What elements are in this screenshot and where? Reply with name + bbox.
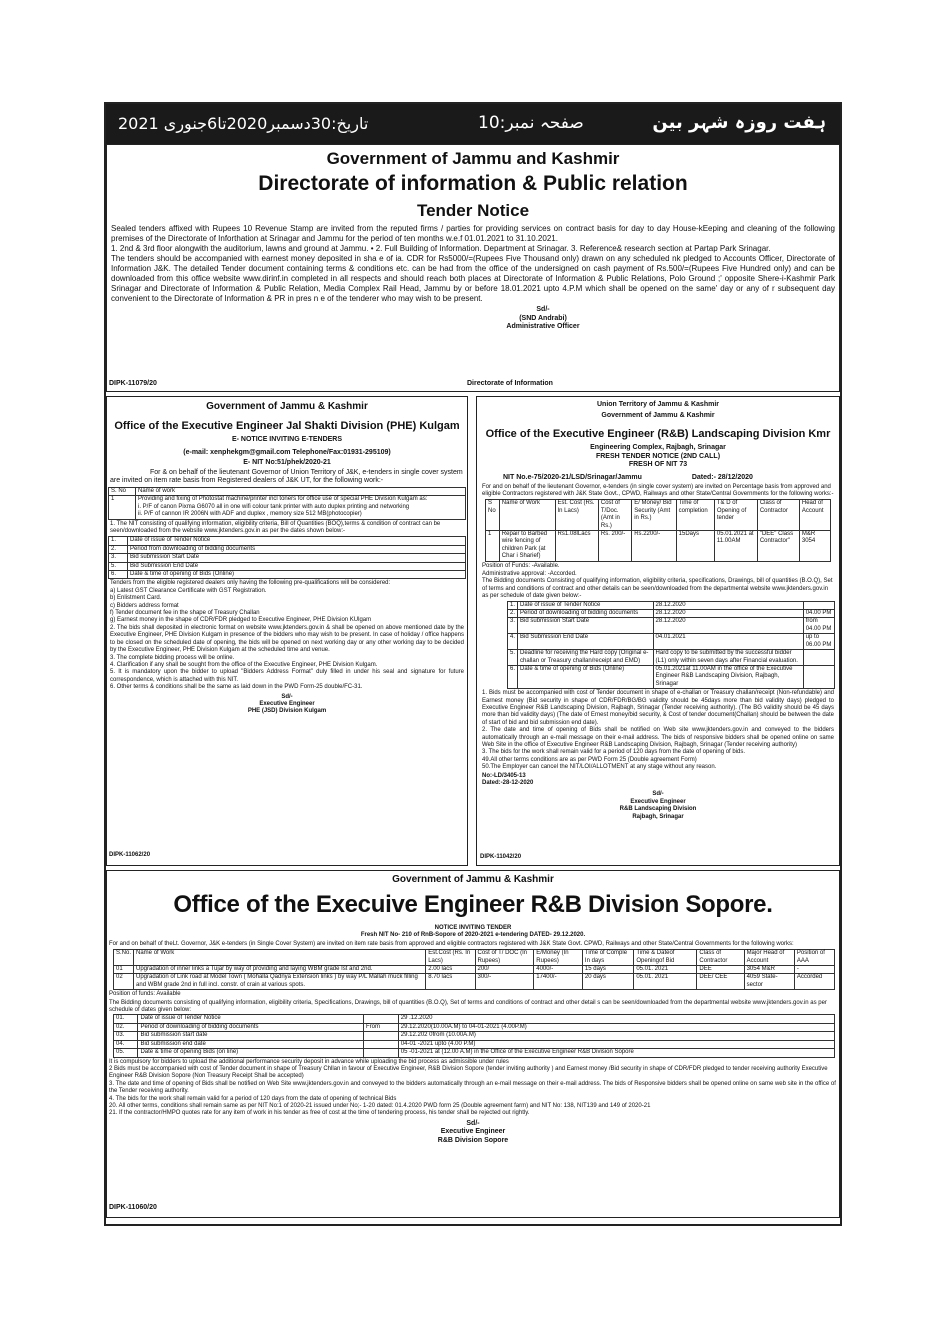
table-cell: T& D of Opening of tender: [714, 500, 757, 531]
table-cell: 3054 M&R: [744, 966, 794, 974]
table-cell: Date of issue of Tender Notice: [518, 601, 654, 609]
table-cell: 15Days: [676, 531, 714, 562]
notice-intro: For and on behalf of the lieutenant Governor, e-tenders (in single cover system) are invited on Percentage basis from approved and eligible Contractors registered with J&K State Govt., CPWD, Railways and other State/Central Governments for the following works:-: [482, 483, 834, 497]
table-row: [114, 1049, 835, 1057]
bidding-documents: The Bidding documents consisting of qualifying information, eligibility criteria, Specifications, Drawings, bill of quantities (B.O.Q), Set of terms and conditions of contract and other detail s can be seen/downloaded from the departmental website www.jktenders.gov.in as per schedule of dates given below:: [109, 999, 827, 1014]
table-cell: S.No.: [114, 950, 134, 966]
table-cell: 04.: [114, 1040, 138, 1048]
table-cell: Head of Account: [799, 500, 830, 531]
table-cell: Date & time of opening of Bids (Online): [128, 571, 466, 579]
signatory-name: (SND Andrabi): [519, 314, 567, 322]
table-cell: DEE/ CEE: [697, 974, 744, 990]
table-cell: 20 days: [582, 974, 633, 990]
table-cell: [363, 1049, 398, 1057]
table-cell: Cost of T/Doc. (Amt in Rs.): [598, 500, 631, 531]
table-row: [109, 537, 466, 545]
table-cell: Bid Submission End Date: [518, 634, 654, 650]
table-cell: 28.12.2020: [653, 610, 803, 618]
table-row: [508, 665, 835, 688]
notice-rnb-sopore: [106, 870, 840, 1218]
table-cell: S No: [486, 500, 500, 531]
table-cell: 05.01. 2021: [634, 966, 697, 974]
table-row: [114, 966, 835, 974]
table-cell: Bid submission Start Date: [128, 554, 466, 562]
table-cell: 05.01.2021 at 11.00AM: [714, 531, 757, 562]
notice-nit-line: [477, 474, 839, 483]
table-cell: 200/: [475, 966, 534, 974]
notice-body: [107, 579, 467, 692]
notice-body: [107, 1058, 839, 1119]
table-row: [508, 610, 835, 618]
table-cell: Deadline for receiving the Hard copy (Original e-challan or Treasury challan/receipt and EMD): [518, 650, 654, 666]
table-cell: -: [794, 966, 834, 974]
table-cell: Position of AAA: [794, 950, 834, 966]
notice-paragraph: 20. All other terms, conditions shall remain same as per NIT No:1 of 2020-21 issued under No;- 1-20 dated: 01.4.2020 PWD form 25 (Double agreement farm) and NIT No: 138, NIT139 and 149 of 2020-21: [109, 1102, 651, 1109]
table-row: [114, 1023, 835, 1031]
notice-phe-kulgam: [106, 396, 468, 866]
table-cell: Period from downloading of bidding documents: [128, 545, 466, 553]
notice-government: Government of Jammu and Kashmir: [326, 149, 620, 168]
table-cell: 29.12.2020(10.00A.M) to 04-01-2021 (4.00P.M): [398, 1023, 834, 1031]
notice-nit-number: NIT No.e-75/2020-21/LSD/Srinagar/Jammu: [503, 473, 642, 481]
table-cell: Date of issue of Tender Notice: [138, 1015, 364, 1023]
table-cell: 01.: [114, 1015, 138, 1023]
table-cell: Bid submission end date: [138, 1040, 364, 1048]
notice-body: [477, 689, 839, 772]
table-row: [114, 1015, 835, 1023]
notice-paragraph: 50.The Employer can cancel the NIT/LOI/ALLOTMENT at any stage without any reason.: [482, 764, 717, 771]
table-cell: 300/-: [475, 974, 534, 990]
table-cell: 04.00 PM: [803, 610, 834, 618]
notice-title: Tender Notice: [416, 201, 530, 220]
table-cell: Rs.2200/-: [632, 531, 676, 562]
col-work: Name of work: [136, 487, 466, 495]
table-cell: 1.: [508, 601, 518, 609]
table-row: [114, 1032, 835, 1040]
table-cell: "DEE" Class Contractor": [757, 531, 799, 562]
notice-office: Office of the Executive Engineer Jal Shakti Division (PHE) Kulgam: [114, 420, 460, 432]
notice-intro: For and on behalf of theLt. Governor, J&K e-tenders (in Single Cover System) are invited on item rate basis from approved and eligible contractors registered with J&K State Govt. CPWD, Railways and other State/Central Governments for the following works:: [109, 940, 794, 947]
notice-paragraph: The tenders should be accompanied with earnest money deposited in sha e of ia. CDR for Rs5000/=(Rupees Five Thousand only) drawn on any scheduled nk pledged to Accounts Officer, Directorate of Information J&K. The detailed Tender document containing terms & conditions etc. can be had from the office of the undersigned on cash payment of Rs.500/=(Rupees Five Hundred only) and can be downloaded from this office website www.dirinf.in completed in all respects and should reach both places at Directorate of Information & Public Relations, Polo Ground ;' opposite Shere-i-Kashmir Park Srinagar and Directorate of Information & Public Relation, Media Complex Rail Head, Jammu by or before 18.01.2021 upto 4.P.M which shall be opened on the same' day or any of r subsequent day convenient to the Directorate of Information & PR in pres n e of the tenderer who may wish to be present.: [111, 254, 835, 303]
masthead-page-number: صفحہ نمبر:10: [478, 113, 584, 133]
masthead: [106, 104, 840, 144]
notice-paragraph: 21. If the contractor/HMPO quotes rate for any item of work in his tender as free of cost at the time of tendering process, his tender shall be rejected out rightly.: [109, 1110, 530, 1117]
table-cell: Time of Comple In days: [582, 950, 633, 966]
notice-contact: (e-mail: xenphekgm@gmail.com Telephone/Fax:01931-295109): [183, 448, 391, 456]
letter-number: No:-LD/3405-13: [482, 772, 526, 779]
notice-paragraph: 49.All other terms conditions are as per PWD Form 25 (Double agreement Form): [482, 756, 697, 763]
table-cell: Hard copy to be submitted by the successful bidder (L1) only within seven days after Financial evaluation.: [653, 650, 803, 666]
table-cell: 2.00 lacs: [426, 966, 475, 974]
table-cell: 29.12.202 0from (10.00A.M): [398, 1032, 834, 1040]
table-row: [109, 571, 466, 579]
table-cell: 5.: [508, 650, 518, 666]
table-row: [114, 974, 835, 990]
table-cell: Date of issue of Tender Notice: [128, 537, 466, 545]
notice-subject-2: FRESH OF NIT 73: [628, 461, 688, 469]
table-cell: Period of downloading of bidding documents: [138, 1023, 364, 1031]
works-table: [113, 949, 835, 990]
notice-paragraph: 3. The bids for the work shall remain valid for a period of 120 days from the date of opening of bids.: [482, 749, 746, 756]
table-cell: 6.: [508, 665, 518, 688]
notice-directorate: Directorate of information & Public relation: [258, 172, 688, 195]
table-cell: Rs1.08lLacs: [555, 531, 598, 562]
notice-subject: NOTICE INVITING TENDER: [434, 925, 512, 931]
table-cell: 29 .12.2020: [398, 1015, 834, 1023]
work-desc: Providing and fixing of Photostat machine/printer incl toners for office use of special PHE Division Kulgam as:: [138, 496, 428, 503]
table-cell: [803, 601, 834, 609]
works-table: [485, 499, 831, 561]
table-cell: 01: [114, 966, 134, 974]
table-cell: 5.: [109, 562, 128, 570]
notice-reference: DIPK-11060/20: [109, 1204, 157, 1212]
masthead-paper-name: ہفت روزہ شہر بین: [652, 112, 826, 133]
table-cell: Major Head of Account: [744, 950, 794, 966]
masthead-date: تاریخ:30دسمبر2020تا6جنوری 2021: [118, 114, 369, 133]
signature-sd: Sd/-: [536, 306, 550, 313]
table-cell: Date & time of opening Bids (on line): [138, 1049, 364, 1057]
notice-body: [107, 221, 839, 304]
table-cell: Cost of T/ DOC (In Rupees): [475, 950, 534, 966]
work-item: i. P/F of canon Pixma G6070 all in one wifi colour tank printer with auto duplex printing and networking: [138, 503, 410, 510]
signatory-department: Directorate of Information: [467, 380, 553, 388]
table-cell: 3.: [508, 618, 518, 634]
table-row: [109, 562, 466, 570]
dates-table: [108, 536, 466, 579]
notice-paragraph: 1. The NIT consisting of qualifying information, eligibility criteria, Bill of Quantities (BOQ),terms & condition of contract can be seen/downloaded from the website www.jktenders.gov.in as per the dates shown below:-: [110, 520, 441, 534]
table-cell: [363, 1040, 398, 1048]
notice-paragraph: It is compulsory for bidders to upload the additional performance security deposit in advance while uploading the bid process as admissible under rules: [109, 1058, 509, 1065]
table-cell: from 04.00 PM: [803, 618, 834, 634]
table-cell: [363, 1032, 398, 1040]
notice-office: Office of the Execuive Engineer R&B Division Sopore.: [173, 891, 773, 918]
notice-paragraph: c) Bidders address format: [110, 602, 179, 609]
notice-paragraph: 3. The complete bidding process will be online.: [110, 654, 235, 661]
table-row: [486, 531, 831, 562]
table-cell: Accorded: [794, 974, 834, 990]
table-cell: 3.: [109, 554, 128, 562]
table-cell: 1.: [109, 537, 128, 545]
table-cell: Rs. 200/-: [598, 531, 631, 562]
table-cell: 28.12.2020: [653, 601, 803, 609]
table-cell: 02: [114, 974, 134, 990]
table-cell: [363, 1015, 398, 1023]
table-cell: Bid Submission End Date: [128, 562, 466, 570]
table-row: [114, 1040, 835, 1048]
notice-paragraph: g) Earnest money in the shape of CDR/FDR pledged to Executive Engineer, PHE Division KUlgam: [110, 617, 372, 624]
notice-address: Engineering Complex, Rajbagh, Srinagar: [590, 444, 726, 452]
signatory-division: R&B Division Sopore: [437, 1136, 509, 1144]
notice-paragraph: 1. Bids must be accompanied with cost of Tender document in shape of e-challan or Treasury challan/receipt (Non-refundable) and Earnest money (Bid security in shape of CDR/FDR/BG/BG validity should be 45days more than bid validity days) pledged to Executive Engineer R&B Landscaping Division, Rajbagh, Srinagar (Tender receiving authority). (The BG validity should be 45 days more than bid validity days) (The date of Ernest money/bid security, & Cost of tender document(Challan) should be between the date of start of bid and bid submission end date).: [482, 690, 834, 726]
table-cell: 04.01.2021: [653, 634, 803, 650]
signatory-designation: Executive Engineer: [630, 798, 686, 805]
work-item: ii. P/F of cannon IR 2006N with ADF and duplex , memory size 512 MB(photocopier): [138, 511, 362, 518]
table-cell: M&R 3054: [799, 531, 830, 562]
table-cell: 05.01.2021at 11.00AM in the office of the Executive Engineer R&B Landscaping Division, Rajbagh, Srinagar: [653, 665, 803, 688]
notice-paragraph: 1. 2nd & 3rd floor alongwith the auditorium, lawns and ground at Jammu. • 2. Full Building of Information. Department at Srinagar. 3. Reference& research section at Partap Park Srinagar.: [111, 244, 771, 253]
notice-paragraph: 2. The bids shall deposited in electronic format on website www.jktenders.gov.in & shall be opened on above mentioned date by the Executive Engineer, PHE Division Kulgam in presence of the bidders who may wish to be present. In case of holiday / office happens to be closed on the scheduled date of opening, the bids will be opened on next working day or any other working day to be decided by the Executive Engineer, PHE Division Kulgam at the scheduled time and venue.: [110, 624, 464, 654]
notice-paragraph: 6. Other terms & conditions shall be the same as laid down in the PWD Form-25 double/FC-31.: [110, 684, 363, 691]
table-cell: Time & Dateof Openingof Bid: [634, 950, 697, 966]
notice-paragraph: a) Latest GST Clearance Certificate with GST Registration.: [110, 587, 267, 594]
table-row: [508, 650, 835, 666]
letter-date: Dated:-28-12-2020: [482, 780, 534, 786]
table-cell: Period of downloading of bidding documents: [518, 610, 654, 618]
notice-paragraph: 2 Bids must be accompanied with cost of Tender document in shape of Treasury Chllan in favour of Executive Engineer, R&B Division Sopore (tender inviting authority ) and Earnest money /Bid security in shape of CDR/FDR pledged to tender receiving authority Executive Engineer R&B Division Sopore (Non Treasury Receipt Shall be accepted): [109, 1065, 828, 1080]
notice-reference: DIPK-11062/20: [109, 851, 151, 858]
funds-position: Position of funds: Available: [109, 991, 181, 998]
table-cell: 17400/-: [534, 974, 583, 990]
table-cell: Class of Contractor: [697, 950, 744, 966]
table-cell: 28.12.2020: [653, 618, 803, 634]
table-cell: Date & time of opening of Bids (Online): [518, 665, 654, 688]
table-row: [486, 500, 831, 531]
notice-nit-date: Dated:- 28/12/2020: [691, 473, 753, 481]
table-cell: [803, 650, 834, 666]
table-cell: E/Money (In Rupees): [534, 950, 583, 966]
table-cell: Est. Cost (Rs. In Lacs): [555, 500, 598, 531]
table-cell: Est.Cost (Rs. In Lacs): [426, 950, 475, 966]
table-cell: 1: [486, 531, 500, 562]
table-row: [508, 601, 835, 609]
notice-subject: E- NOTICE INVITING E-TENDERS: [231, 436, 343, 443]
notice-subject: FRESH TENDER NOTICE (2ND CALL): [595, 452, 721, 460]
signatory-designation: Executive Engineer: [259, 700, 315, 707]
signatory-division: PHE (JSD) Division Kulgam: [247, 708, 327, 715]
table-cell: up to 06.00 PM: [803, 634, 834, 650]
table-cell: Time of completion: [676, 500, 714, 531]
table-row: [114, 950, 835, 966]
admin-approval: Administrative approval: -Accorded.: [482, 571, 577, 578]
table-cell: 04-01 -2021 upto (4.00 P.M): [398, 1040, 834, 1048]
notice-paragraph: b) Enlistment Card.: [110, 595, 162, 602]
signatory-division: R&B Landscaping Division: [619, 806, 697, 813]
table-cell: 03.: [114, 1032, 138, 1040]
table-row: [508, 618, 835, 634]
dates-table: [507, 601, 835, 689]
table-cell: Class of Contractor: [757, 500, 799, 531]
notice-paragraph: Tenders from the eligible registered dealers only having the following pre-qualifications will be considered:: [110, 580, 391, 587]
signatory-designation: Administrative Officer: [506, 323, 580, 331]
table-cell: 4059 State-sector: [744, 974, 794, 990]
table-cell: 05 -01-2021 at (12.00 A.M) in the Office of the Executive Engineer R&B Division Sopore: [398, 1049, 834, 1057]
table-cell: 2.: [508, 610, 518, 618]
notice-paragraph: 4. Clarification if any shall be sought from the office of the Executive Engineer, PHE Division Kulgam.: [110, 661, 378, 668]
table-row: [508, 634, 835, 650]
signature-sd: Sd/-: [652, 791, 664, 798]
table-cell: Upgradation of Link road at Model Town ( Mohalla Qadnya Extension links ) by way P/L Mallah muck filling and WBM grade 2nd in full incl. constr. of crain at various spots.: [134, 974, 426, 990]
notice-paragraph: 4. The bids for the work shall remain valid for a period of 120 days from the date of opening of technical Bids: [109, 1095, 397, 1102]
table-cell: 2.: [109, 545, 128, 553]
notice-nit-number: E- NIT No:51/phek/2020-21: [243, 459, 331, 467]
signature-sd: Sd/-: [281, 693, 293, 700]
notice-government: Government of Jammu & Kashmir: [206, 401, 368, 412]
signature-sd: Sd/-: [466, 1119, 480, 1127]
notice-ut: Union Territory of Jammu & Kashmir: [596, 401, 719, 408]
notice-rnb-landscaping: [476, 396, 840, 866]
table-cell: 02.: [114, 1023, 138, 1031]
notice-reference: DIPK-11079/20: [109, 380, 157, 388]
notice-government: Government of Jammu & Kashmir: [392, 874, 554, 885]
table-cell: 6.: [109, 571, 128, 579]
table-cell: Upgradation of inner links a Tujar by way of providing and laying WBM grade Ist and 2nd.: [134, 966, 426, 974]
notice-nit-number: Fresh NIT No- 210 of RnB-Sopore of 2020-2021 e-tendering DATED- 29.12.2020.: [360, 932, 586, 939]
table-cell: Name of Work: [134, 950, 426, 966]
notice-paragraph: 2. The date and time of opening of Bids shall be notified on Web site www.jktenders.gov.in and conveyed to the bidders automatically through an e-mail message on their e-mail address. The bids of responsive bidders shall be opened online on same Web Site in the office of Executive Engineer R&B Landscaping Division, Rajbagh, Srinagar (Tender receiving authority): [482, 727, 834, 748]
notice-office: Office of the Executive Engineer (R&B) Landscaping Division Kmr: [485, 428, 831, 441]
table-cell: [136, 496, 466, 519]
table-cell: 05.: [114, 1049, 138, 1057]
table-cell: 05.01. 2021: [634, 974, 697, 990]
table-cell: From: [363, 1023, 398, 1031]
table-cell: DEE: [697, 966, 744, 974]
notice-intro: For & on behalf of the lieutenant Governor of Union Territory of J&K, e-tenders in single cover system are invited on item rate basis from Registered dealers of J&K UT, for the following work:-: [110, 468, 463, 485]
notice-government: Government of Jammu & Kashmir: [601, 411, 715, 419]
table-cell: Bid submission start date: [138, 1032, 364, 1040]
signatory-place: Rajbagh, Srinagar: [632, 813, 684, 820]
funds-position: Position of Funds: -Available.: [482, 562, 560, 569]
dates-table: [113, 1014, 835, 1057]
notice-paragraph: f) Tender document fee in the shape of Treasury Challan: [110, 610, 260, 617]
table-cell: Name of Work: [499, 500, 555, 531]
signatory-designation: Executive Engineer: [440, 1128, 506, 1136]
notice-paragraph: 5. It is mandatory upon the bidder to upload "Bidders Address Format" duly filled in under his seal and signature for future correspondence, which is attached with this NIT.: [110, 669, 464, 683]
notice-paragraph: Sealed tenders affixed with Rupees 10 Revenue Stamp are invited from the reputed firms / parties for providing services on contract basis for day to day House-kEeping and cleaning of the following premises of the Directorate of Inforthation at Srinagar and Jammu for the period of ten months w.e.f 01.01.2021 to 31.10.2021.: [111, 224, 835, 243]
table-cell: E/ Money/ Bid Security (Amt in Rs.): [632, 500, 676, 531]
table-cell: 4000/-: [534, 966, 583, 974]
table-cell: Repair to Barbed wire fencing of children Park (at Char i Sharief): [499, 531, 555, 562]
table-cell: 4.: [508, 634, 518, 650]
table-cell: 1: [109, 496, 136, 519]
table-row: [109, 545, 466, 553]
col-serial: S. No: [109, 487, 136, 495]
bidding-documents: The Bidding documents Consisting of qualifying information, eligibility criteria, specifications, Drawings, bill of quantities (B.O.Q), Set of terms and conditions of contract and other details can be seen/downloaded from the departmental website www.jktenders.gov.in as per schedule of date given below:-: [482, 578, 833, 600]
notice-paragraph: 3. The date and time of opening of Bids shall be notified on Web Site www.jktenders.gov.in and conveyed to the bidders automatically through an e-mail message on their e-mail address. The bids of Responsive bidders shall be opened online on same web site in the office of the Tender receiving authority.: [109, 1080, 836, 1095]
table-cell: Bid submission Start Date: [518, 618, 654, 634]
table-cell: 15 days: [582, 966, 633, 974]
table-cell: [803, 665, 834, 688]
table-cell: 8.70 lacs: [426, 974, 475, 990]
table-row: [109, 554, 466, 562]
works-table: [108, 487, 466, 520]
notice-reference: DIPK-11042/20: [480, 853, 522, 860]
notice-directorate-information: [106, 144, 840, 392]
